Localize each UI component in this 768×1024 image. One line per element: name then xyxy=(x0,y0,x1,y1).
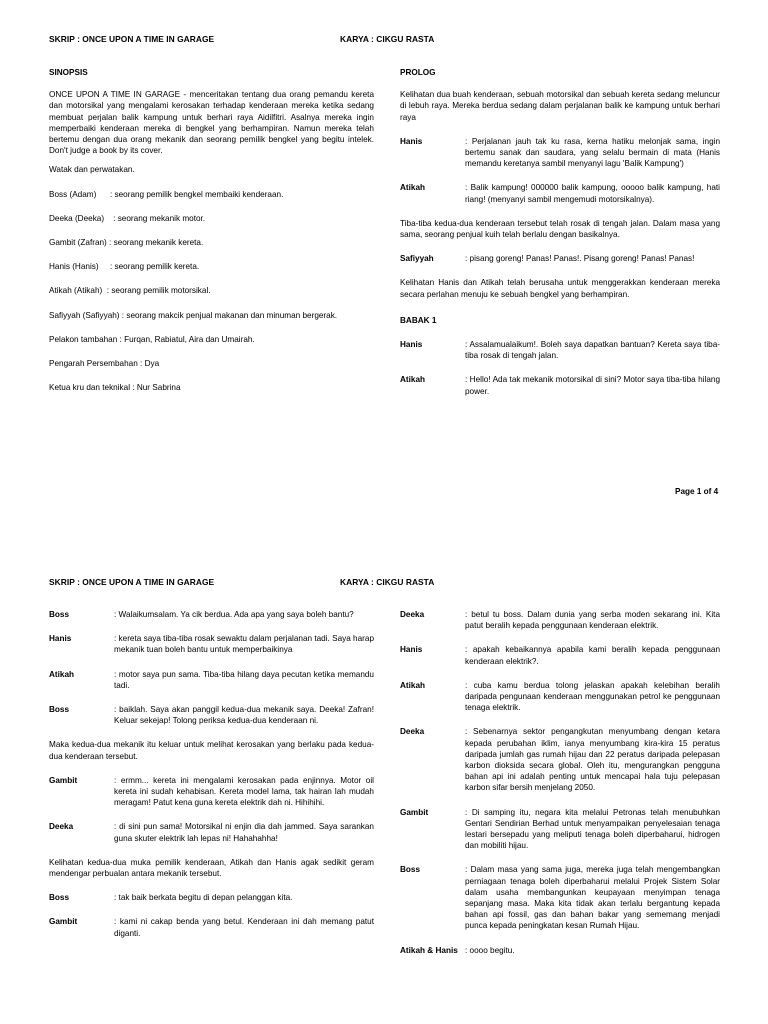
dialog-speaker: Hanis xyxy=(49,634,72,644)
dialog-speaker: Gambit xyxy=(49,917,78,927)
dialog-line xyxy=(49,892,374,903)
dialog-text: : Perjalanan jauh tak ku rasa, kerna hatiku melonjak sama, ingin bertemu sanak dan saudara, yang selalu bermain di mata (Hanis memandu keretanya sambil menyanyi lagu 'Balik Kampung') xyxy=(465,136,720,169)
dialog-column-right xyxy=(400,609,720,956)
dialog-line xyxy=(400,680,720,714)
dialog-speaker: Deeka xyxy=(400,610,425,619)
dialog-speaker: Atikah & Hanis xyxy=(400,945,458,955)
dialog-text: : Balik kampung! 000000 balik kampung, ooooo balik kampung, hati riang! (menyanyi sambil mengemudi motorsikalnya). xyxy=(465,183,720,204)
dialog-line xyxy=(49,821,374,843)
dialog-line xyxy=(400,253,720,264)
dialog-text: : Dalam masa yang sama juga, mereka juga telah mengembangkan perniagaan tenaga boleh diperbaharui melalui Projek Sistem Solar dalam usaha membangunkan keupayaan menyimpan tenaga sepanjang masa. Maka kita tidak akan terlalu bergantung kepada bahan api fossil, gas dan bahan bakar yang sememang menjadi punca kepada peningkatan kesan Rumah Hijau. xyxy=(465,865,720,931)
dialog-text: : kami ni cakap benda yang betul. Kenderaan ini dah memang patut diganti. xyxy=(114,917,374,938)
dialog-speaker: Atikah xyxy=(400,680,426,690)
dialog-speaker: Atikah xyxy=(400,375,426,385)
character-gambit: Gambit (Zafran) : seorang mekanik kereta. xyxy=(49,238,204,248)
dialog-text: : Walaikumsalam. Ya cik berdua. Ada apa yang saya boleh bantu? xyxy=(114,610,354,619)
dialog-line xyxy=(49,669,374,691)
script-title: SKRIP : ONCE UPON A TIME IN GARAGE xyxy=(49,577,215,587)
dialog-text: : pisang goreng! Panas! Panas!. Pisang goreng! Panas! Panas! xyxy=(465,254,695,264)
dialog-speaker: Atikah xyxy=(400,183,426,193)
dialog-line xyxy=(400,374,720,396)
dialog-text: : apakah kebaikannya apabila kami beralih kepada penggunaan kenderaan elektrik?. xyxy=(465,645,720,666)
dialog-speaker: Gambit xyxy=(400,807,429,817)
prolog-text: Kelihatan dua buah kenderaan, sebuah motorsikal dan sebuah kereta sedang meluncur di lebuh raya. Mereka berdua sedang dalam perjalanan balik ke kampung untuk berhari raya xyxy=(400,90,720,122)
dialog-text: : cuba kamu berdua tolong jelaskan apakah kelebihan beralih daripada pengunaan kenderaan menggunakan petrol ke penggunaan tenaga elektrik. xyxy=(465,680,720,713)
character-atikah: Atikah (Atikah) : seorang pemilik motorsikal. xyxy=(49,286,211,296)
dialog-speaker: Safiyyah xyxy=(400,254,434,264)
dialog-line xyxy=(49,704,374,726)
page-2 xyxy=(0,540,768,1024)
dialog-line xyxy=(400,182,720,204)
script-author: KARYA : CIKGU RASTA xyxy=(340,34,435,44)
script-title: SKRIP : ONCE UPON A TIME IN GARAGE xyxy=(49,34,215,44)
dialog-line xyxy=(400,339,720,361)
narration: Kelihatan Hanis dan Atikah telah berusaha untuk menggerakkan kenderaan mereka secara perlahan menuju ke sebuah bengkel yang berhampiran. xyxy=(400,278,720,299)
narration: Kelihatan kedua-dua muka pemilik kenderaan, Atikah dan Hanis agak sedikit geram mendengar perbualan antara mekanik tersebut. xyxy=(49,857,374,879)
prolog-title: PROLOG xyxy=(400,68,436,77)
character-safiyyah: Safiyyah (Safiyyah) : seorang makcik penjual makanan dan minuman bergerak. xyxy=(49,310,338,320)
dialog-text: : ermm... kereta ini mengalami kerosakan pada enjinnya. Motor oil kereta ini sudah kehabisan. Kereta model lama, tak hairan lah mudah meragam! Patut kena guna kereta elektrik dah ni. Hihihihi. xyxy=(114,775,374,808)
script-author: KARYA : CIKGU RASTA xyxy=(340,577,435,587)
narration: Maka kedua-dua mekanik itu keluar untuk melihat kerosakan yang berlaku pada kedua-dua kenderaan tersebut. xyxy=(49,740,374,761)
dialog-line xyxy=(400,644,720,666)
dialog-line xyxy=(400,807,720,852)
dialog-speaker: Boss xyxy=(49,893,70,903)
dialog-text: : Sebenarnya sektor pengangkutan menyumbang dengan ketara kepada perubahan iklim, ianya menyumbang kira-kira 15 peratus daripada jumlah gas rumah hijau dan 22 peratus daripada pelepasan karbon dioksida secara global. Oleh itu, mengurangkan pengguna bahan api ini adalah penting untuk mencapai hala tuju pelepasan karbon sifar bersih menjelang 2050. xyxy=(465,727,720,793)
dialog-speaker: Gambit xyxy=(49,775,78,785)
page-number: Page 1 of 4 xyxy=(675,487,719,496)
dialog-text: : tak baik berkata begitu di depan pelanggan kita. xyxy=(114,893,293,903)
dialog-text: : oooo begitu. xyxy=(465,945,515,955)
dialog-text: : di sini pun sama! Motorsikal ni enjin dia dah jammed. Saya sarankan guna skuter elektrik lah lepas ni! Hahahahha! xyxy=(114,822,374,843)
narration: Tiba-tiba kedua-dua kenderaan tersebut telah rosak di tengah jalan. Dalam masa yang sama, seorang penjual kuih telah berlalu dengan basikalnya. xyxy=(400,218,720,240)
director: Pengarah Persembahan : Dya xyxy=(49,359,160,369)
character-hanis: Hanis (Hanis) : seorang pemilik kereta. xyxy=(49,262,200,272)
dialog-speaker: Hanis xyxy=(400,645,423,655)
synopsis-text: ONCE UPON A TIME IN GARAGE - menceritakan tentang dua orang pemandu kereta dan motorsikal yang mengalami kerosakan terhadap kenderaan mereka ketika sedang membuat perjalan balik kampung untuk berhari raya Aidilfitri. Asalnya mereka ingin memperbaiki kenderaan mereka di bengkel yang berhampiran. Namun mereka telah bertemu dengan dua orang mekanik dan seorang pemilik bengkel yang begitu intelek. Don't judge a book by its cover. xyxy=(49,90,374,156)
dialog-speaker: Deeka xyxy=(49,822,74,832)
dialog-line xyxy=(400,136,720,170)
dialog-speaker: Atikah xyxy=(49,669,75,679)
character-deeka: Deeka (Deeka) : seorang mekanik motor. xyxy=(49,213,206,223)
dialog-line xyxy=(49,609,374,620)
watak-title: Watak dan perwatakan. xyxy=(49,165,135,175)
character-boss: Boss (Adam) : seorang pemilik bengkel membaiki kenderaan. xyxy=(49,189,284,199)
babak-title: BABAK 1 xyxy=(400,315,437,325)
dialog-line xyxy=(400,609,720,631)
dialog-text: : Di samping itu, negara kita melalui Petronas telah menubuhkan Gentari Sendirian Berhad untuk menyampaikan penyelesaian tenaga lestari bersepadu yang meliputi tenaga boleh diperbaharui, hidrogen dan mobiliti hijau. xyxy=(465,807,720,851)
dialog-text: : betul tu boss. Dalam dunia yang serba moden sekarang ini. Kita patut beralih kepada penggunaan kenderaan elektrik. xyxy=(465,610,720,631)
dialog-text: : kereta saya tiba-tiba rosak sewaktu dalam perjalanan tadi. Saya harap mekanik tuan boleh bantu untuk memperbaikinya xyxy=(114,634,374,655)
dialog-column-left xyxy=(49,609,374,939)
dialog-text: : Hello! Ada tak mekanik motorsikal di sini? Motor saya tiba-tiba hilang power. xyxy=(465,375,720,396)
dialog-line xyxy=(400,945,720,956)
page-gap xyxy=(0,512,768,540)
synopsis-column xyxy=(49,67,374,393)
dialog-line xyxy=(49,916,374,938)
dialog-text: : baiklah. Saya akan panggil kedua-dua mekanik saya. Deeka! Zafran! Keluar sekejap! Tolong periksa kedua-dua kenderaan ni. xyxy=(114,705,374,726)
extra-actors: Pelakon tambahan : Furqan, Rabiatul, Aira dan Umairah. xyxy=(49,334,255,344)
dialog-text: : Assalamualaikum!. Boleh saya dapatkan bantuan? Kereta saya tiba-tiba rosak di tengah jalan. xyxy=(465,340,720,361)
dialog-line xyxy=(49,633,374,655)
dialog-line xyxy=(49,775,374,809)
dialog-speaker: Deeka xyxy=(400,727,425,737)
dialog-speaker: Hanis xyxy=(400,136,423,146)
dialog-line xyxy=(400,726,720,793)
dialog-line xyxy=(400,864,720,931)
dialog-text: : motor saya pun sama. Tiba-tiba hilang daya pecutan ketika memandu tadi. xyxy=(114,669,374,690)
synopsis-title: SINOPSIS xyxy=(49,68,88,77)
crew-head: Ketua kru dan teknikal : Nur Sabrina xyxy=(49,383,181,393)
dialog-speaker: Hanis xyxy=(400,340,423,350)
prolog-column xyxy=(400,67,720,397)
dialog-speaker: Boss xyxy=(400,865,421,875)
dialog-speaker: Boss xyxy=(49,705,70,715)
dialog-speaker: Boss xyxy=(49,610,70,619)
